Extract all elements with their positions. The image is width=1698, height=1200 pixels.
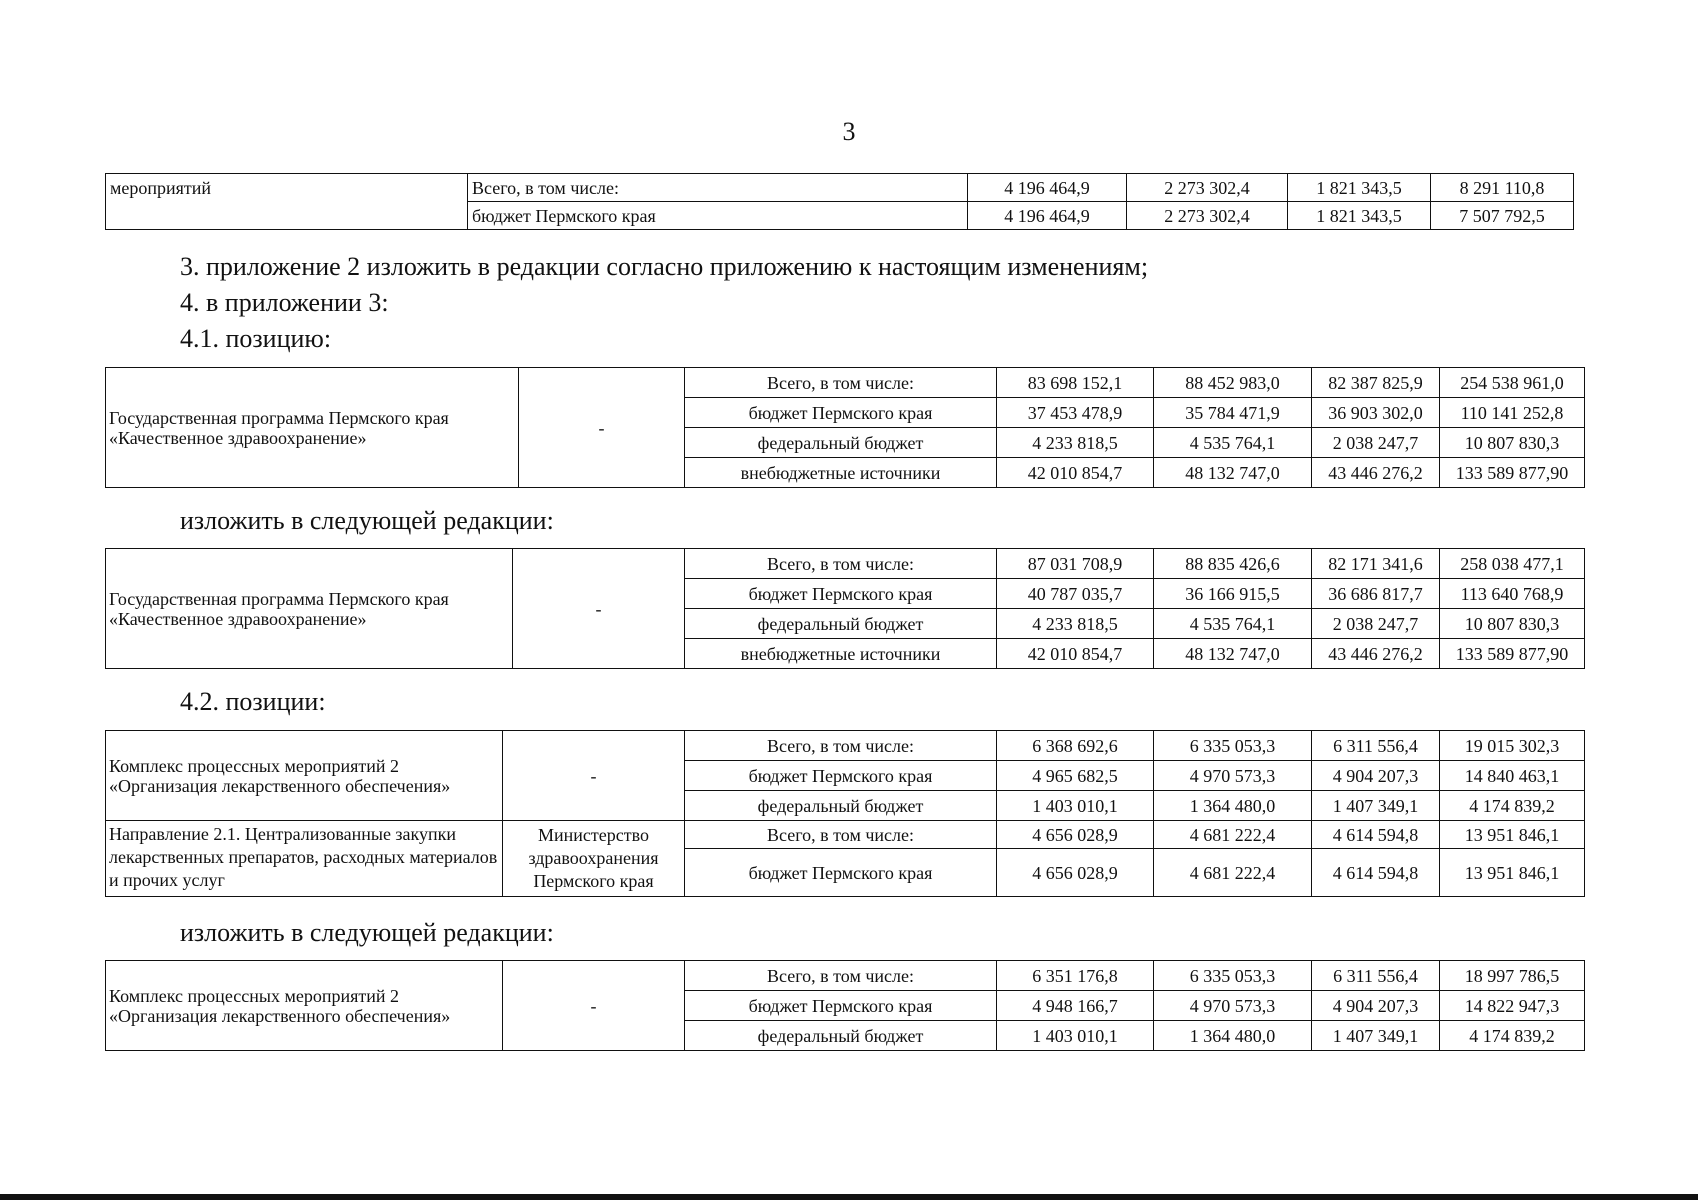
scan-edge-rule (0, 1194, 1698, 1200)
value-cell: 13 951 846,1 (1440, 849, 1585, 897)
source-cell: бюджет Пермского края (685, 849, 997, 897)
value-cell: 4 970 573,3 (1154, 761, 1312, 791)
paragraph-4-2: 4.2. позиции: (180, 687, 326, 716)
value-cell: 1 403 010,1 (997, 791, 1154, 821)
value-cell: 4 948 166,7 (997, 991, 1154, 1021)
value-cell: 2 273 302,4 (1127, 202, 1288, 230)
value-cell: 87 031 708,9 (997, 549, 1154, 579)
value-cell: 4 656 028,9 (997, 849, 1154, 897)
value-cell: 4 614 594,8 (1312, 821, 1440, 849)
value-cell: 4 970 573,3 (1154, 991, 1312, 1021)
value-cell: 4 233 818,5 (997, 609, 1154, 639)
source-cell: федеральный бюджет (685, 1021, 997, 1051)
value-cell: 42 010 854,7 (997, 458, 1154, 488)
value-cell: 4 614 594,8 (1312, 849, 1440, 897)
value-cell: 10 807 830,3 (1440, 428, 1585, 458)
source-cell: Всего, в том числе: (685, 731, 997, 761)
responsible-cell: - (503, 961, 685, 1051)
complex-table-new (105, 960, 1585, 1051)
value-cell: 6 368 692,6 (997, 731, 1154, 761)
value-cell: 4 535 764,1 (1154, 428, 1312, 458)
paragraph-3: 3. приложение 2 изложить в редакции согласно приложению к настоящим изменениям; (180, 252, 1149, 281)
page-number: 3 (842, 117, 856, 146)
paragraph-4: 4. в приложении 3: (180, 288, 389, 317)
value-cell: 6 351 176,8 (997, 961, 1154, 991)
program-table-new (105, 548, 1585, 669)
value-cell: 2 038 247,7 (1312, 428, 1440, 458)
source-cell: внебюджетные источники (685, 639, 997, 669)
value-cell: 4 965 682,5 (997, 761, 1154, 791)
value-cell: 6 335 053,3 (1154, 961, 1312, 991)
source-cell: федеральный бюджет (685, 609, 997, 639)
source-cell: внебюджетные источники (685, 458, 997, 488)
complex-name: Комплекс процессных мероприятий 2 «Организация лекарственного обеспечения» (106, 731, 503, 821)
responsible-ministry: Министерство здравоохранения Пермского края (503, 821, 685, 897)
row-label: мероприятий (106, 174, 468, 230)
value-cell: 8 291 110,8 (1431, 174, 1574, 202)
value-cell: 48 132 747,0 (1154, 458, 1312, 488)
value-cell: 37 453 478,9 (997, 398, 1154, 428)
value-cell: 13 951 846,1 (1440, 821, 1585, 849)
value-cell: 36 686 817,7 (1312, 579, 1440, 609)
value-cell: 2 273 302,4 (1127, 174, 1288, 202)
value-cell: 113 640 768,9 (1440, 579, 1585, 609)
value-cell: 7 507 792,5 (1431, 202, 1574, 230)
responsible-cell: - (519, 368, 685, 488)
value-cell: 43 446 276,2 (1312, 458, 1440, 488)
value-cell: 133 589 877,90 (1440, 458, 1585, 488)
value-cell: 82 387 825,9 (1312, 368, 1440, 398)
value-cell: 4 681 222,4 (1154, 849, 1312, 897)
source-cell: бюджет Пермского края (468, 202, 968, 230)
value-cell: 4 535 764,1 (1154, 609, 1312, 639)
value-cell: 258 038 477,1 (1440, 549, 1585, 579)
value-cell: 1 403 010,1 (997, 1021, 1154, 1051)
value-cell: 6 311 556,4 (1312, 731, 1440, 761)
value-cell: 19 015 302,3 (1440, 731, 1585, 761)
value-cell: 35 784 471,9 (1154, 398, 1312, 428)
program-table-old (105, 367, 1585, 488)
program-name: Государственная программа Пермского края «Качественное здравоохранение» (106, 368, 519, 488)
new-edition-heading: изложить в следующей редакции: (180, 918, 554, 947)
value-cell: 48 132 747,0 (1154, 639, 1312, 669)
value-cell: 4 174 839,2 (1440, 1021, 1585, 1051)
value-cell: 40 787 035,7 (997, 579, 1154, 609)
value-cell: 4 196 464,9 (968, 202, 1127, 230)
value-cell: 1 364 480,0 (1154, 791, 1312, 821)
source-cell: бюджет Пермского края (685, 991, 997, 1021)
value-cell: 36 166 915,5 (1154, 579, 1312, 609)
source-cell: Всего, в том числе: (685, 821, 997, 849)
direction-name: Направление 2.1. Централизованные закупки лекарственных препаратов, расходных материалов и прочих услуг (106, 821, 503, 897)
continuation-table (105, 173, 1574, 230)
value-cell: 110 141 252,8 (1440, 398, 1585, 428)
value-cell: 4 233 818,5 (997, 428, 1154, 458)
value-cell: 4 656 028,9 (997, 821, 1154, 849)
value-cell: 88 835 426,6 (1154, 549, 1312, 579)
value-cell: 6 311 556,4 (1312, 961, 1440, 991)
value-cell: 14 840 463,1 (1440, 761, 1585, 791)
value-cell: 82 171 341,6 (1312, 549, 1440, 579)
value-cell: 1 364 480,0 (1154, 1021, 1312, 1051)
source-cell: федеральный бюджет (685, 428, 997, 458)
source-cell: Всего, в том числе: (685, 549, 997, 579)
responsible-cell: - (513, 549, 685, 669)
source-cell: Всего, в том числе: (685, 368, 997, 398)
value-cell: 1 407 349,1 (1312, 1021, 1440, 1051)
value-cell: 4 904 207,3 (1312, 991, 1440, 1021)
value-cell: 83 698 152,1 (997, 368, 1154, 398)
value-cell: 36 903 302,0 (1312, 398, 1440, 428)
responsible-cell: - (503, 731, 685, 821)
program-name: Государственная программа Пермского края «Качественное здравоохранение» (106, 549, 513, 669)
value-cell: 133 589 877,90 (1440, 639, 1585, 669)
value-cell: 43 446 276,2 (1312, 639, 1440, 669)
value-cell: 1 407 349,1 (1312, 791, 1440, 821)
source-cell: Всего, в том числе: (685, 961, 997, 991)
value-cell: 4 681 222,4 (1154, 821, 1312, 849)
value-cell: 254 538 961,0 (1440, 368, 1585, 398)
value-cell: 4 196 464,9 (968, 174, 1127, 202)
source-cell: бюджет Пермского края (685, 398, 997, 428)
source-cell: Всего, в том числе: (468, 174, 968, 202)
value-cell: 88 452 983,0 (1154, 368, 1312, 398)
complex-name: Комплекс процессных мероприятий 2 «Организация лекарственного обеспечения» (106, 961, 503, 1051)
value-cell: 18 997 786,5 (1440, 961, 1585, 991)
value-cell: 4 174 839,2 (1440, 791, 1585, 821)
source-cell: бюджет Пермского края (685, 761, 997, 791)
complex-table-old (105, 730, 1585, 897)
new-edition-heading: изложить в следующей редакции: (180, 506, 554, 535)
value-cell: 14 822 947,3 (1440, 991, 1585, 1021)
value-cell: 6 335 053,3 (1154, 731, 1312, 761)
value-cell: 2 038 247,7 (1312, 609, 1440, 639)
value-cell: 42 010 854,7 (997, 639, 1154, 669)
value-cell: 10 807 830,3 (1440, 609, 1585, 639)
paragraph-4-1: 4.1. позицию: (180, 324, 332, 353)
value-cell: 4 904 207,3 (1312, 761, 1440, 791)
source-cell: бюджет Пермского края (685, 579, 997, 609)
source-cell: федеральный бюджет (685, 791, 997, 821)
value-cell: 1 821 343,5 (1288, 202, 1431, 230)
value-cell: 1 821 343,5 (1288, 174, 1431, 202)
